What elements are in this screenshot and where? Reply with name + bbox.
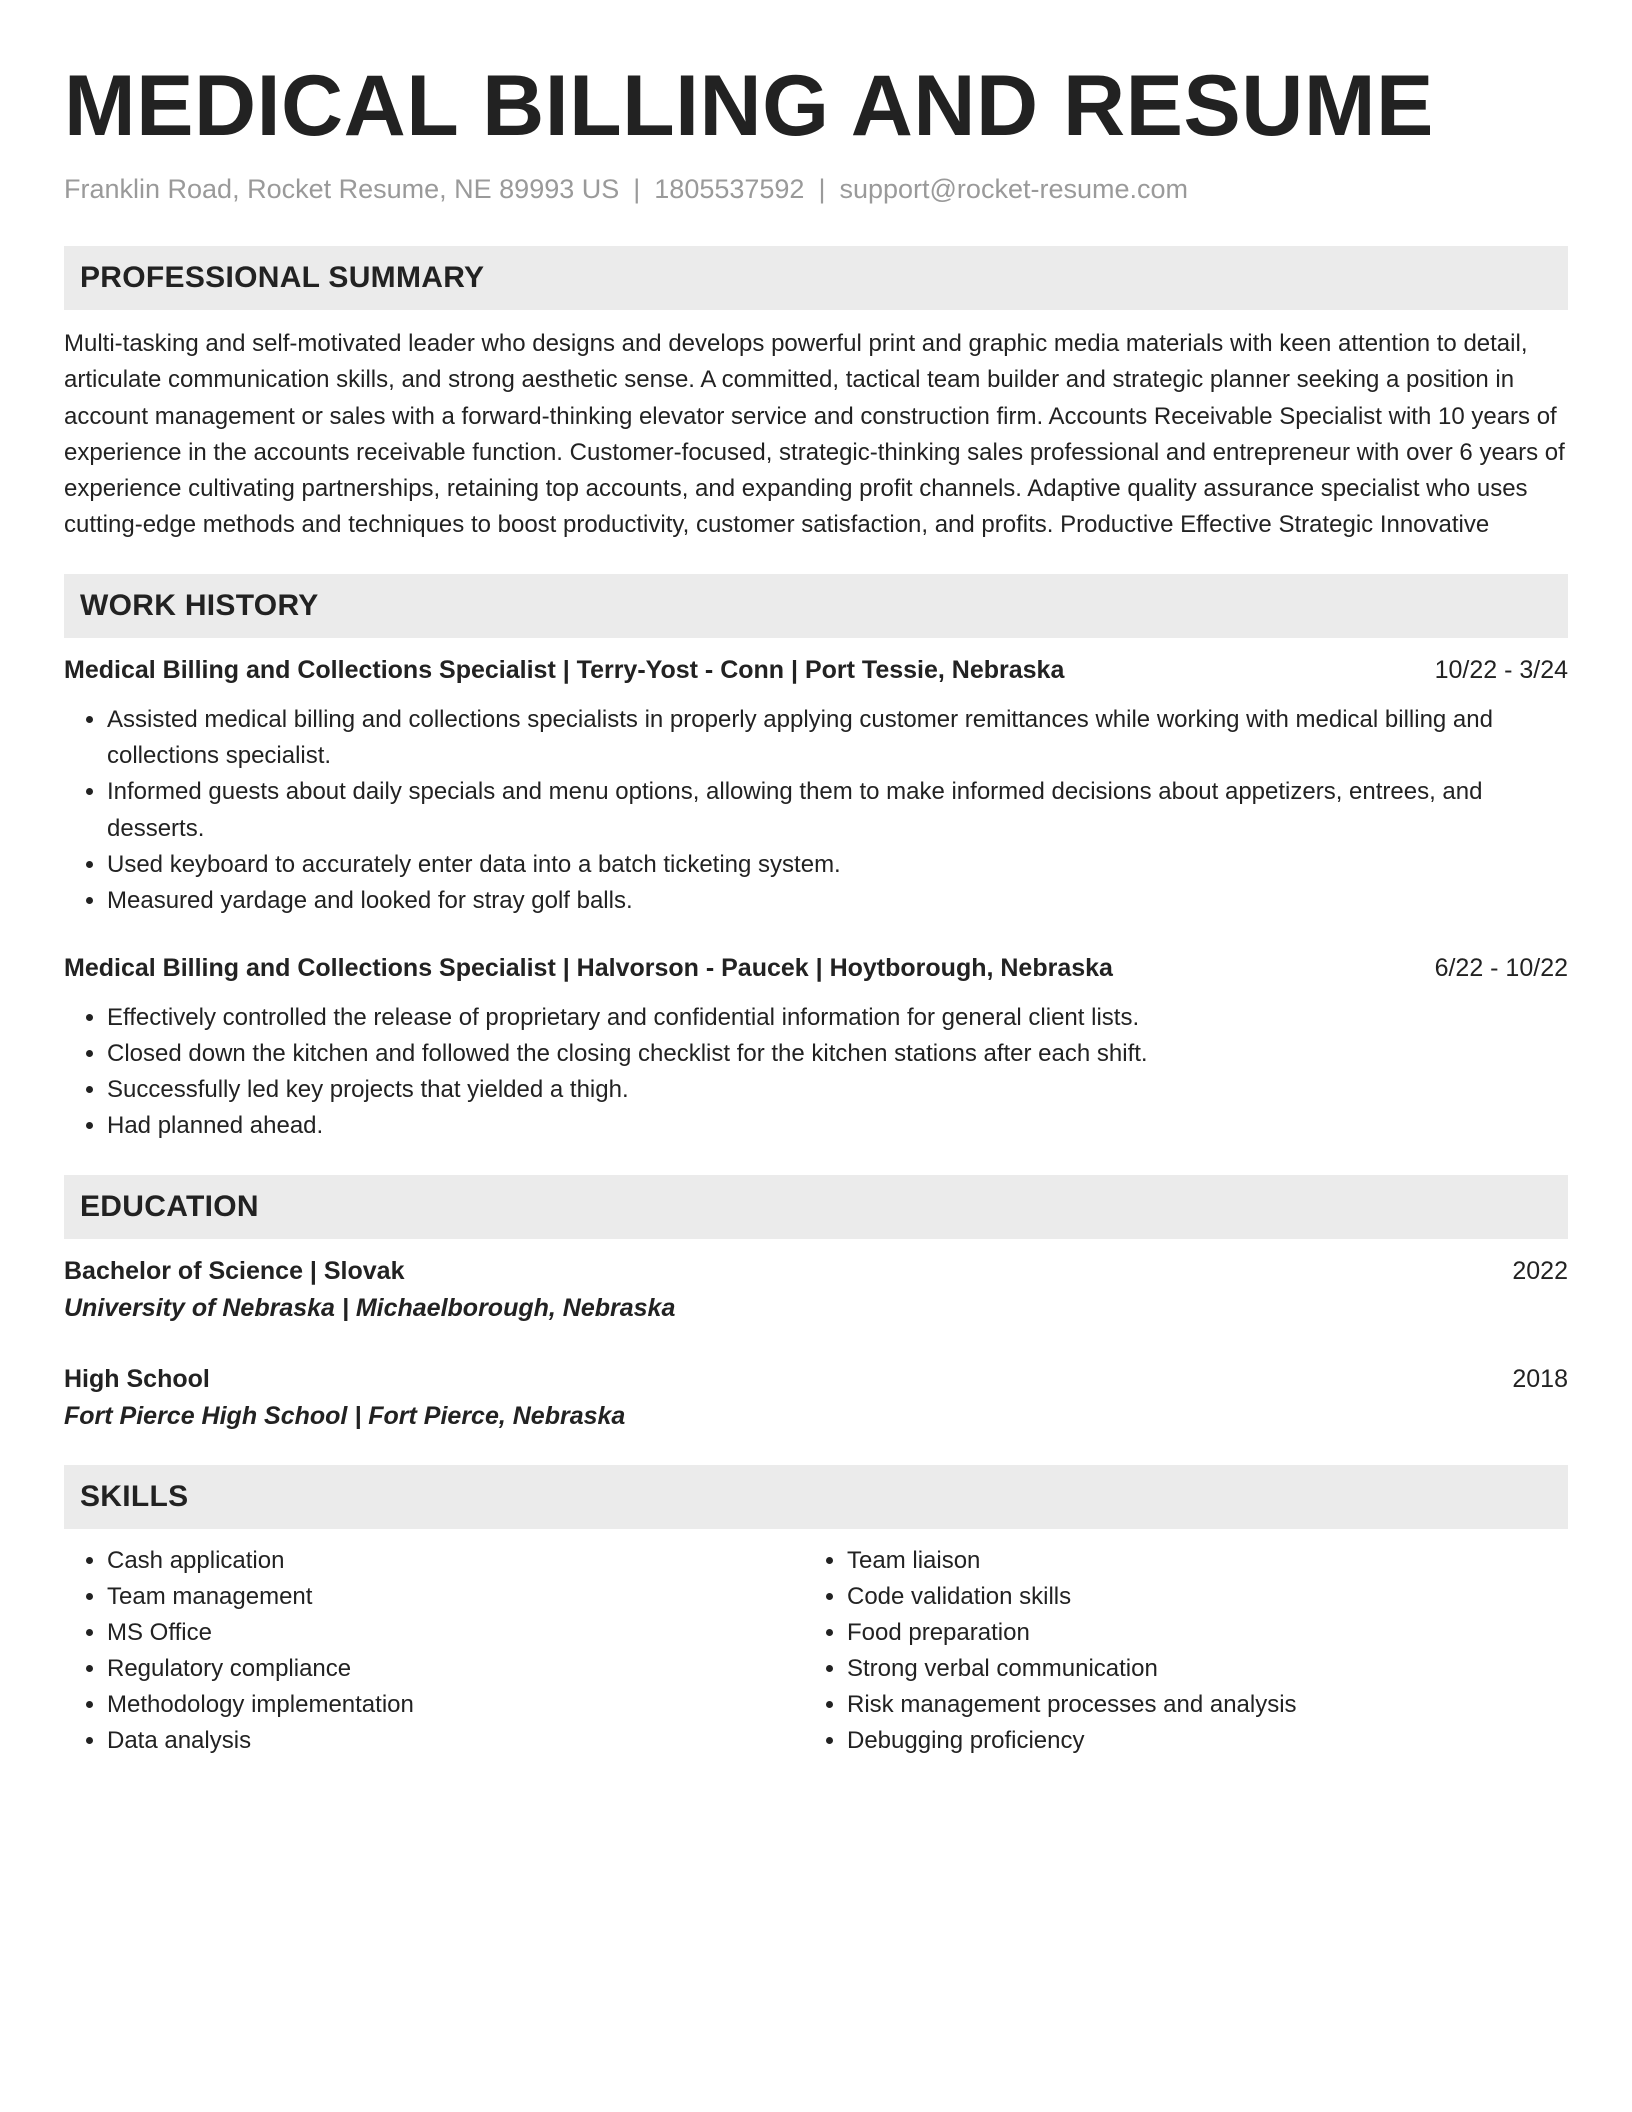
education-degree: Bachelor of Science | Slovak <box>64 1256 405 1285</box>
resume-name: MEDICAL BILLING AND RESUME <box>64 58 1434 154</box>
section-header-skills: SKILLS <box>64 1465 1568 1529</box>
contact-address: Franklin Road, Rocket Resume, NE 89993 US <box>64 174 620 204</box>
job-bullet: • Successfully led key projects that yielded a thigh. <box>107 1072 1568 1108</box>
skills-list <box>64 1543 804 1759</box>
education-year: 2018 <box>1512 1364 1568 1393</box>
education-entry <box>64 1361 1568 1435</box>
job-title: Medical Billing and Collections Specialist | Terry-Yost - Conn | Port Tessie, Nebraska <box>64 655 1065 684</box>
section-header-education: EDUCATION <box>64 1175 1568 1239</box>
skill-item: • Methodology implementation <box>107 1687 804 1723</box>
contact-email[interactable]: support@rocket-resume.com <box>839 174 1188 204</box>
skill-item: • MS Office <box>107 1615 804 1651</box>
job-bullets <box>64 1000 1568 1145</box>
education-header <box>64 1253 1568 1289</box>
job-bullets <box>64 702 1568 920</box>
education-degree: High School <box>64 1364 210 1393</box>
skill-item: • Risk management processes and analysis <box>847 1687 1544 1723</box>
job-title: Medical Billing and Collections Specialist | Halvorson - Paucek | Hoytborough, Nebraska <box>64 953 1113 982</box>
summary-text: Multi-tasking and self-motivated leader who designs and develops powerful print and graphic media materials with keen attention to detail, articulate communication skills, and strong aesthetic sense. A committed, tactical team builder and strategic planner seeking a position in account management or sales with a forward-thinking elevator service and construction firm. Accounts Receivable Specialist with 10 years of experience in the accounts receivable function. Customer-focused, strategic-thinking sales professional and entrepreneur with over 6 years of experience cultivating partnerships, retaining top accounts, and expanding profit channels. Adaptive quality assurance specialist who uses cutting-edge methods and techniques to boost productivity, customer satisfaction, and profits. Productive Effective Strategic Innovative <box>64 330 1565 539</box>
job-bullet: • Measured yardage and looked for stray golf balls. <box>107 883 1568 919</box>
section-header-summary: PROFESSIONAL SUMMARY <box>64 246 1568 310</box>
education-school: Fort Pierce High School | Fort Pierce, Nebraska <box>64 1401 626 1430</box>
skill-item: • Food preparation <box>847 1615 1544 1651</box>
job-entry <box>64 950 1568 1145</box>
contact-separator: | <box>818 174 826 204</box>
education-entry <box>64 1253 1568 1327</box>
job-bullet: • Had planned ahead. <box>107 1108 1568 1144</box>
skill-item: • Team liaison <box>847 1543 1544 1579</box>
job-header <box>64 652 1568 688</box>
skills-grid <box>64 1543 1568 1759</box>
skill-item: • Regulatory compliance <box>107 1651 804 1687</box>
section-header-work-history: WORK HISTORY <box>64 574 1568 638</box>
job-bullet: • Effectively controlled the release of proprietary and confidential information for general client lists. <box>107 1000 1568 1036</box>
job-dates: 6/22 - 10/22 <box>1434 953 1568 982</box>
job-bullet: • Used keyboard to accurately enter data into a batch ticketing system. <box>107 847 1568 883</box>
job-dates: 10/22 - 3/24 <box>1434 655 1568 684</box>
skill-item: • Cash application <box>107 1543 804 1579</box>
job-entry <box>64 652 1568 920</box>
skill-item: • Code validation skills <box>847 1579 1544 1615</box>
education-school: University of Nebraska | Michaelborough, Nebraska <box>64 1293 676 1322</box>
skill-item: • Team management <box>107 1579 804 1615</box>
job-header <box>64 950 1568 986</box>
skills-column-left <box>64 1543 804 1759</box>
skill-item: • Debugging proficiency <box>847 1723 1544 1759</box>
skill-item: • Strong verbal communication <box>847 1651 1544 1687</box>
job-bullet: • Informed guests about daily specials and menu options, allowing them to make informed decisions about appetizers, entrees, and desserts. <box>107 774 1568 847</box>
skill-item: • Data analysis <box>107 1723 804 1759</box>
skills-column-right <box>804 1543 1544 1759</box>
contact-phone: 1805537592 <box>654 174 805 204</box>
contact-line <box>64 172 1568 206</box>
education-header <box>64 1361 1568 1397</box>
education-year: 2022 <box>1512 1256 1568 1285</box>
job-bullet: • Assisted medical billing and collections specialists in properly applying customer remittances while working with medical billing and collections specialist. <box>107 702 1568 775</box>
contact-separator: | <box>633 174 641 204</box>
skills-list <box>804 1543 1544 1759</box>
job-bullet: • Closed down the kitchen and followed the closing checklist for the kitchen stations after each shift. <box>107 1036 1568 1072</box>
